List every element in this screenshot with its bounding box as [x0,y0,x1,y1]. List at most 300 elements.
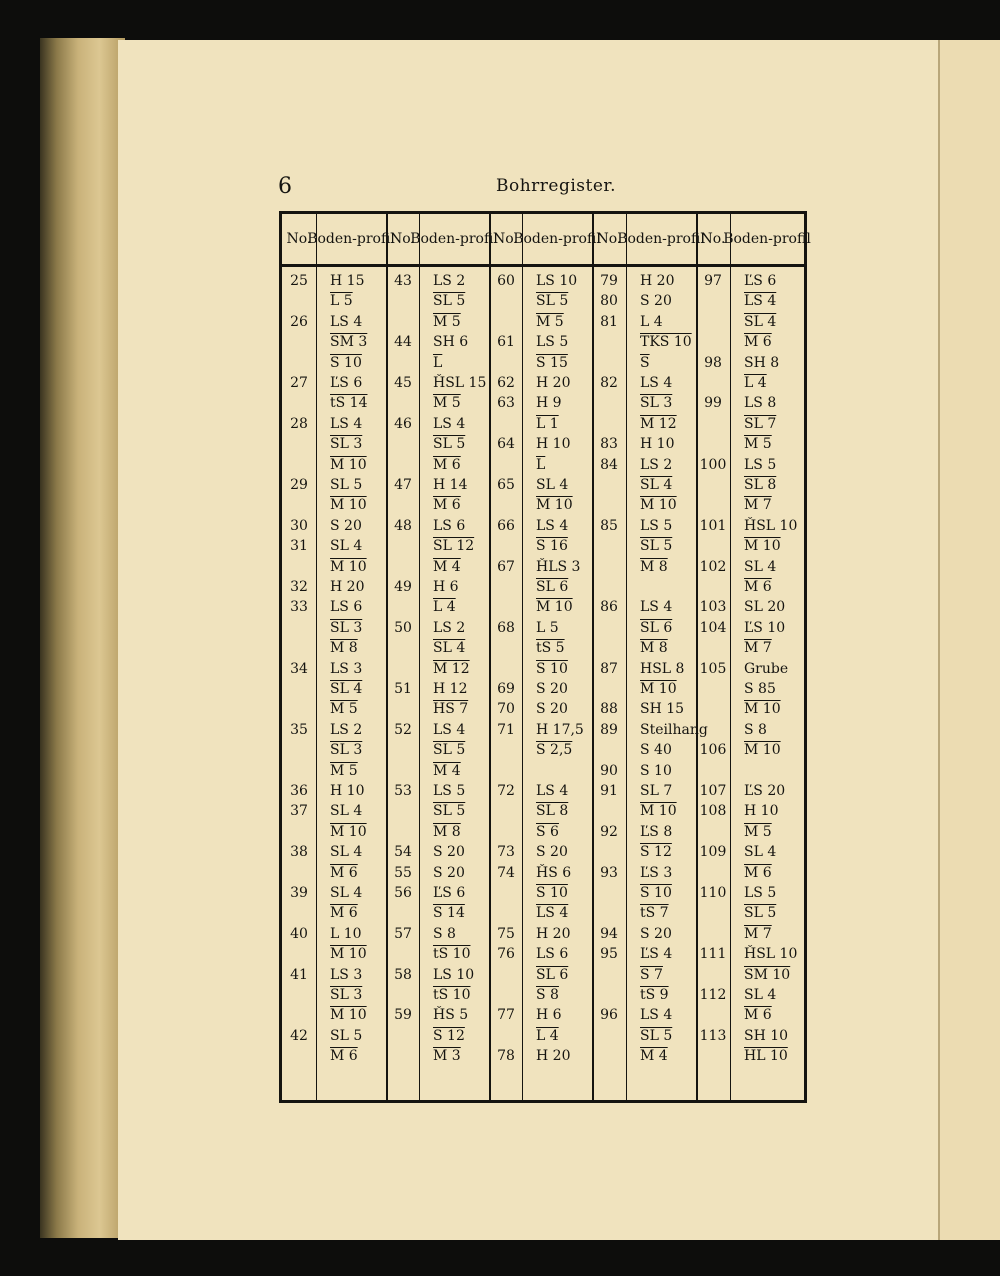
boring-number: 31 [290,538,308,555]
soil-profile-entry: $\overline{S}$ [640,354,650,371]
soil-profile-entry: ĽS 3 [640,864,673,881]
boring-number: 37 [290,803,308,820]
soil-profile-entry: M 8 [433,823,461,840]
soil-profile-entry: M 10 [330,1007,367,1024]
boring-number: 30 [290,517,308,534]
book-page-edges [40,38,125,1238]
soil-profile-entry: H 20 [536,925,571,942]
soil-profile-entry: SL 3 [640,395,673,412]
soil-profile-entry: S 15 [536,354,568,371]
soil-profile-entry: S 10 [640,885,672,901]
soil-profile-entry: SL 5 [433,293,466,310]
boring-number: 109 [699,844,727,861]
soil-profile-entry: ȞSL 10 [744,946,798,963]
boring-number: 32 [290,579,308,595]
boring-number: 98 [704,354,722,371]
boring-number: 59 [394,1007,412,1024]
boring-number: 101 [699,517,727,534]
boring-number: 78 [497,1048,515,1065]
soil-profile-entry: SL 12 [433,538,475,555]
soil-profile-entry: S 16 [536,538,568,555]
soil-profile-entry: SL 5 [640,538,673,555]
soil-profile-entry: SL 4 [330,844,363,861]
boring-number: 53 [394,783,412,799]
boring-number: 61 [497,334,515,351]
soil-profile-entry: SL 6 [640,619,673,636]
soil-profile-entry: LS 4 [640,375,673,391]
soil-profile-entry: LS 4 [433,415,466,432]
soil-profile-entry: ĽS 4 [640,946,673,963]
soil-profile-entry: SL 4 [744,844,777,861]
soil-profile-entry: M 6 [330,1048,358,1065]
soil-profile-entry: ĽS 6 [744,273,777,289]
boring-number: 63 [497,395,515,412]
boring-number: 77 [497,1007,515,1024]
soil-profile-entry: LS 10 [433,966,475,983]
soil-profile-entry: SL 3 [330,436,363,453]
boring-number: 104 [699,619,727,636]
header-bodenprofil: Boden- profil [617,231,705,247]
soil-profile-entry: M 10 [330,823,367,840]
soil-profile-entry: M 10 [640,497,677,514]
soil-profile-entry: S 20 [536,681,568,697]
boring-number: 46 [394,415,412,432]
boring-number: 95 [600,946,618,963]
soil-profile-entry: HSL 8 [640,660,685,677]
boring-number: 50 [394,619,412,636]
soil-profile-entry: H 14 [433,477,468,493]
boring-number: 97 [704,273,722,289]
soil-profile-entry: SL 20 [744,599,786,616]
soil-profile-entry: SL 5 [330,477,363,493]
soil-profile-entry: SL 4 [744,558,777,575]
boring-number: 103 [699,599,727,616]
soil-profile-entry: LS 4 [330,313,363,330]
soil-profile-entry: M 6 [744,579,772,595]
soil-profile-entry: HS 7 [433,701,469,718]
boring-number: 108 [699,803,727,820]
soil-profile-entry: S 8 [433,925,456,942]
header-bodenprofil: Boden- profil [513,231,601,247]
soil-profile-entry: ȞSL 15 [433,375,487,391]
soil-profile-entry: M 10 [330,558,367,575]
soil-profile-entry: M 10 [330,946,367,963]
boring-number: 27 [290,375,308,391]
boring-number: 86 [600,599,618,616]
boring-number: 84 [600,456,618,473]
soil-profile-entry: ȞSL 10 [744,517,798,534]
soil-profile-entry: LS 2 [330,721,363,738]
soil-profile-entry: H 9 [536,395,562,412]
soil-profile-entry: M 6 [744,334,772,351]
soil-profile-entry: SL 4 [330,885,363,901]
boring-number: 110 [699,885,727,901]
boring-number: 113 [699,1027,727,1044]
boring-number: 75 [497,925,515,942]
soil-profile-entry: SL 4 [330,538,363,555]
boring-number: 76 [497,946,515,963]
soil-profile-entry: LS 6 [536,946,569,963]
boring-number: 85 [600,517,618,534]
soil-profile-entry: S 14 [433,905,465,922]
boring-number: 45 [394,375,412,391]
soil-profile-entry: ȞLS 3 [536,558,581,575]
boring-number: 99 [704,395,722,412]
soil-profile-entry: M 5 [330,701,358,718]
soil-profile-entry: Grube [744,660,789,677]
boring-number: 34 [290,660,308,677]
soil-profile-entry: L 5 [330,293,353,310]
soil-profile-entry: M 8 [640,640,668,657]
header-bodenprofil: Boden- profil [307,231,395,247]
soil-profile-entry: SL 3 [330,987,363,1003]
boring-number: 38 [290,844,308,861]
soil-profile-entry: M 6 [744,864,772,881]
soil-profile-entry: L 5 [536,619,559,636]
soil-profile-entry: tS 7 [640,905,669,922]
soil-profile-entry: M 10 [330,456,367,473]
header-no: No. [390,231,415,247]
boring-number: 72 [497,783,515,799]
soil-profile-entry: SL 5 [640,1027,673,1044]
soil-profile-entry: LS 2 [640,456,673,473]
soil-profile-entry: S 10 [330,354,362,371]
boring-number: 89 [600,721,618,738]
soil-profile-entry: S 6 [536,823,559,840]
soil-profile-entry: M 6 [744,1007,772,1024]
soil-profile-entry: LS 4 [744,293,777,310]
soil-profile-entry: SM 10 [744,966,791,983]
soil-profile-entry: SL 6 [536,579,569,595]
soil-profile-entry: M 7 [744,925,772,942]
soil-profile-entry: M 6 [433,456,461,473]
soil-profile-entry: LS 5 [536,334,569,351]
soil-profile-entry: M 6 [433,497,461,514]
soil-profile-entry: LS 5 [744,456,777,473]
boring-number: 49 [394,579,412,595]
boring-number: 71 [497,721,515,738]
soil-profile-entry: H 12 [433,681,468,697]
soil-profile-entry: M 7 [744,497,772,514]
soil-profile-entry: LS 2 [433,619,466,636]
boring-number: 56 [394,885,412,901]
boring-number: 91 [600,783,618,799]
soil-profile-entry: SL 5 [433,436,466,453]
soil-profile-entry: M 4 [433,558,461,575]
boring-number: 35 [290,721,308,738]
soil-profile-entry: LS 2 [433,273,466,289]
soil-profile-entry: ȞS 6 [536,864,572,881]
soil-profile-entry: SL 4 [744,313,777,330]
soil-profile-entry: SL 3 [330,742,363,759]
soil-profile-entry: M 10 [744,742,781,759]
soil-profile-entry: H 10 [536,436,571,453]
soil-profile-entry: M 5 [433,395,461,412]
boring-number: 57 [394,925,412,942]
boring-number: 79 [600,273,618,289]
soil-profile-entry: Steilhang [640,721,708,738]
boring-number: 66 [497,517,515,534]
soil-profile-entry: SL 4 [433,640,466,657]
soil-profile-entry: SL 7 [744,415,777,432]
soil-profile-entry: LS 3 [330,660,363,677]
soil-profile-entry: LS 4 [536,783,569,799]
soil-profile-entry: M 10 [744,701,781,718]
boring-number: 111 [699,946,727,963]
boring-number: 42 [290,1027,308,1044]
soil-profile-entry: ĽS 20 [744,783,786,799]
boring-number: 100 [699,456,727,473]
soil-profile-entry: SM 3 [330,334,368,351]
boring-number: 112 [699,987,727,1003]
soil-profile-entry: S 8 [536,987,559,1003]
soil-profile-entry: M 12 [433,660,470,677]
soil-profile-entry: M 4 [433,762,461,779]
boring-number: 69 [497,681,515,697]
boring-number: 65 [497,477,515,493]
soil-profile-entry: H 20 [536,375,571,391]
soil-profile-entry: S 20 [536,701,568,718]
soil-profile-entry: LS 5 [640,517,673,534]
soil-profile-entry: M 10 [536,599,573,616]
soil-profile-entry: LS 8 [744,395,777,412]
soil-profile-entry: SL 4 [536,477,569,493]
soil-profile-entry: H 20 [330,579,365,595]
boring-number: 47 [394,477,412,493]
bohrregister-table [279,211,811,1103]
soil-profile-entry: S 20 [433,844,465,861]
soil-profile-entry: S 20 [536,844,568,861]
boring-number: 60 [497,273,515,289]
boring-number: 68 [497,619,515,636]
soil-profile-entry: H 10 [744,803,779,820]
soil-profile-entry: tS 10 [433,987,471,1003]
soil-profile-entry: H 20 [536,1048,571,1065]
boring-number: 54 [394,844,412,861]
soil-profile-entry: ĽS 6 [330,375,363,391]
boring-number: 92 [600,823,618,840]
soil-profile-entry: LS 4 [640,1007,673,1024]
soil-profile-entry: SL 5 [433,803,466,820]
boring-number: 29 [290,477,308,493]
soil-profile-entry: $\overline{L}$ [433,354,443,371]
soil-profile-entry: H 20 [640,273,675,289]
soil-profile-entry: LS 4 [433,721,466,738]
soil-profile-entry: SL 4 [744,987,777,1003]
soil-profile-entry: L 4 [640,313,663,330]
soil-profile-entry: H 10 [330,783,365,799]
soil-profile-entry: S 40 [640,742,672,759]
soil-profile-entry: tS 9 [640,987,669,1003]
soil-profile-entry: tS 14 [330,395,368,412]
soil-profile-entry: S 20 [433,864,465,881]
soil-profile-entry: LS 10 [536,273,578,289]
boring-number: 107 [699,783,727,799]
soil-profile-entry: LS 4 [640,599,673,616]
soil-profile-entry: SL 4 [330,803,363,820]
soil-profile-entry: M 5 [744,823,772,840]
soil-profile-entry: M 8 [330,640,358,657]
soil-profile-entry: SL 3 [330,619,363,636]
soil-profile-entry: M 5 [744,436,772,453]
header-no: No. [596,231,622,247]
header-bodenprofil: Boden- profil [723,231,811,247]
header-bodenprofil: Boden- profil [410,231,498,247]
soil-profile-entry: ĽS 8 [640,823,673,840]
boring-number: 67 [497,558,515,575]
soil-profile-entry: ĽS 6 [433,885,466,901]
soil-profile-entry: LS 6 [330,599,363,616]
soil-profile-entry: M 10 [640,803,677,820]
column-rule [696,214,698,1100]
soil-profile-entry: LS 6 [433,517,466,534]
soil-profile-entry: L 10 [330,925,362,942]
column-rule [626,214,627,1100]
soil-profile-entry: tS 5 [536,640,565,657]
soil-profile-entry: LS 5 [744,885,777,901]
soil-profile-entry: SL 5 [433,742,466,759]
soil-profile-entry: SL 5 [536,293,569,310]
boring-number: 48 [394,517,412,534]
soil-profile-entry: SL 4 [330,681,363,697]
soil-profile-entry: H 15 [330,273,365,289]
soil-profile-entry: S 12 [640,844,672,861]
facing-page [938,40,1000,1240]
boring-number: 94 [600,925,618,942]
page-title: Bohrregister. [496,176,617,196]
soil-profile-entry: LS 3 [330,966,363,983]
soil-profile-entry: S 10 [640,762,672,779]
soil-profile-entry: S 10 [536,885,568,901]
soil-profile-entry: M 10 [640,681,677,697]
boring-number: 96 [600,1007,618,1024]
boring-number: 70 [497,701,515,718]
boring-number: 26 [290,313,308,330]
soil-profile-entry: M 4 [640,1048,668,1065]
boring-number: 106 [699,742,727,759]
page-number: 6 [278,174,292,199]
soil-profile-entry: M 5 [330,762,358,779]
boring-number: 41 [290,966,308,983]
soil-profile-entry: L 4 [536,1027,559,1044]
boring-number: 33 [290,599,308,616]
column-rule [730,214,731,1100]
soil-profile-entry: L 4 [433,599,456,616]
boring-number: 36 [290,783,308,799]
soil-profile-entry: M 5 [536,313,564,330]
boring-number: 81 [600,313,618,330]
column-rule [316,214,317,1100]
boring-number: 51 [394,681,412,697]
column-rule [592,214,594,1100]
soil-profile-entry: SL 6 [536,966,569,983]
header-rule [282,264,804,267]
boring-number: 39 [290,885,308,901]
soil-profile-entry: S 12 [433,1027,465,1044]
boring-number: 83 [600,436,618,453]
boring-number: 88 [600,701,618,718]
soil-profile-entry: SL 4 [640,477,673,493]
soil-profile-entry: ȞS 5 [433,1007,469,1024]
soil-profile-entry: M 3 [433,1048,461,1065]
soil-profile-entry: LS 4 [330,415,363,432]
header-no: No. [286,231,312,247]
soil-profile-entry: S 10 [536,660,568,677]
soil-profile-entry: M 10 [330,497,367,514]
boring-number: 62 [497,375,515,391]
boring-number: 52 [394,721,412,738]
soil-profile-entry: SH 10 [744,1027,789,1044]
boring-number: 28 [290,415,308,432]
soil-profile-entry: H 10 [640,436,675,453]
boring-number: 87 [600,660,618,677]
soil-profile-entry: SL 8 [536,803,569,820]
soil-profile-entry: LS 5 [433,783,466,799]
soil-profile-entry: S 20 [640,293,672,310]
soil-profile-entry: M 10 [536,497,573,514]
soil-profile-entry: S 20 [640,925,672,942]
soil-profile-entry: S 20 [330,517,362,534]
boring-number: 40 [290,925,308,942]
soil-profile-entry: L 4 [744,375,767,391]
soil-profile-entry: SH 15 [640,701,685,718]
soil-profile-entry: LS 4 [536,905,569,922]
soil-profile-entry: S 7 [640,966,663,983]
boring-number: 90 [600,762,618,779]
boring-number: 93 [600,864,618,881]
soil-profile-entry: S 85 [744,681,776,697]
soil-profile-entry: $\overline{L}$ [536,456,546,473]
boring-number: 80 [600,293,618,310]
soil-profile-entry: SL 5 [330,1027,363,1044]
soil-profile-entry: SH 6 [433,334,469,351]
boring-number: 25 [290,273,308,289]
boring-number: 58 [394,966,412,983]
boring-number: 43 [394,273,412,289]
boring-number: 44 [394,334,412,351]
soil-profile-entry: H 17,5 [536,721,584,738]
soil-profile-entry: H 6 [433,579,459,595]
soil-profile-entry: SL 8 [744,477,777,493]
header-no: No. [700,231,726,247]
soil-profile-entry: ĽS 10 [744,619,786,636]
boring-number: 55 [394,864,412,881]
header-no: No. [493,231,518,247]
soil-profile-entry: SL 5 [744,905,777,922]
boring-number: 64 [497,436,515,453]
soil-profile-entry: HL 10 [744,1048,788,1065]
soil-profile-entry: M 6 [330,864,358,881]
soil-profile-entry: M 5 [433,313,461,330]
soil-profile-entry: S 2,5 [536,742,573,759]
boring-number: 102 [699,558,727,575]
soil-profile-entry: M 8 [640,558,668,575]
soil-profile-entry: M 7 [744,640,772,657]
soil-profile-entry: tS 10 [433,946,471,963]
soil-profile-entry: TKS 10 [640,334,692,351]
soil-profile-entry: M 10 [744,538,781,555]
soil-profile-entry: SH 8 [744,354,780,371]
boring-number: 73 [497,844,515,861]
soil-profile-entry: S 8 [744,721,767,738]
soil-profile-entry: LS 4 [536,517,569,534]
soil-profile-entry: L 1 [536,415,559,432]
soil-profile-entry: H 6 [536,1007,562,1024]
boring-number: 74 [497,864,515,881]
soil-profile-entry: M 6 [330,905,358,922]
boring-number: 105 [699,660,727,677]
soil-profile-entry: M 12 [640,415,677,432]
